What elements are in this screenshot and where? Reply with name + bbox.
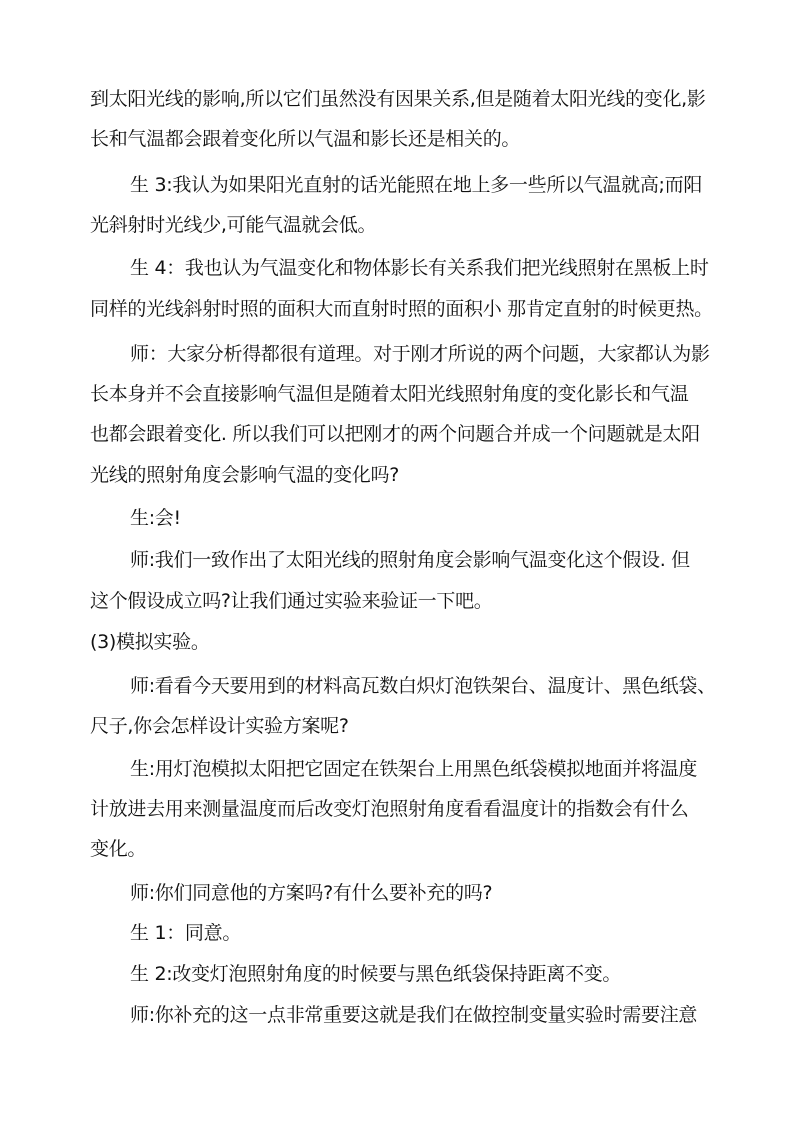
text-line: 到太阳光线的影响,所以它们虽然没有因果关系,但是随着太阳光线的变化,影 <box>90 88 706 110</box>
text-line: 师:你补充的这一点非常重要这就是我们在做控制变量实验时需要注意 <box>130 1004 698 1026</box>
text-line: 变化。 <box>90 838 147 860</box>
text-line: 同样的光线斜射时照的面积大而直射时照的面积小 那肯定直射的时候更热。 <box>90 298 713 320</box>
text-line: 长本身并不会直接影响气温但是随着太阳光线照射角度的变化影长和气温 <box>90 383 689 405</box>
text-line: 光线的照射角度会影响气温的变化吗? <box>90 464 399 486</box>
text-line: 生 3:我认为如果阳光直射的话光能照在地上多一些所以气温就高;而阳 <box>130 174 703 196</box>
text-line: 计放进去用来测量温度而后改变灯泡照射角度看看温度计的指数会有什么 <box>90 798 689 820</box>
text-line: 生 4：我也认为气温变化和物体影长有关系我们把光线照射在黑板上时 <box>130 257 709 279</box>
text-line: 这个假设成立吗?让我们通过实验来验证一下吧。 <box>90 590 493 612</box>
text-line: 生 2:改变灯泡照射角度的时候要与黑色纸袋保持距离不变。 <box>130 963 622 985</box>
text-line: (3)模拟实验。 <box>90 631 210 653</box>
text-line: 生 1：同意。 <box>130 922 242 944</box>
text-line: 光斜射时光线少,可能气温就会低。 <box>90 214 377 236</box>
text-line: 长和气温都会跟着变化所以气温和影长还是相关的。 <box>90 128 521 150</box>
text-line: 生:会! <box>130 507 181 529</box>
text-line: 师:看看今天要用到的材料高瓦数白炽灯泡铁架台、温度计、黑色纸袋、 <box>130 675 716 697</box>
text-line: 生:用灯泡模拟太阳把它固定在铁架台上用黑色纸袋模拟地面并将温度 <box>130 758 698 780</box>
text-line: 师:我们一致作出了太阳光线的照射角度会影响气温变化这个假设. 但 <box>130 549 690 571</box>
text-line: 师：大家分析得都很有道理。对于刚才所说的两个问题，大家都认为影 <box>130 343 710 365</box>
text-line: 师:你们同意他的方案吗?有什么要补充的吗? <box>130 882 493 904</box>
text-line: 尺子,你会怎样设计实验方案呢? <box>90 715 349 737</box>
text-line: 也都会跟着变化. 所以我们可以把刚才的两个问题合并成一个问题就是太阳 <box>90 423 700 445</box>
